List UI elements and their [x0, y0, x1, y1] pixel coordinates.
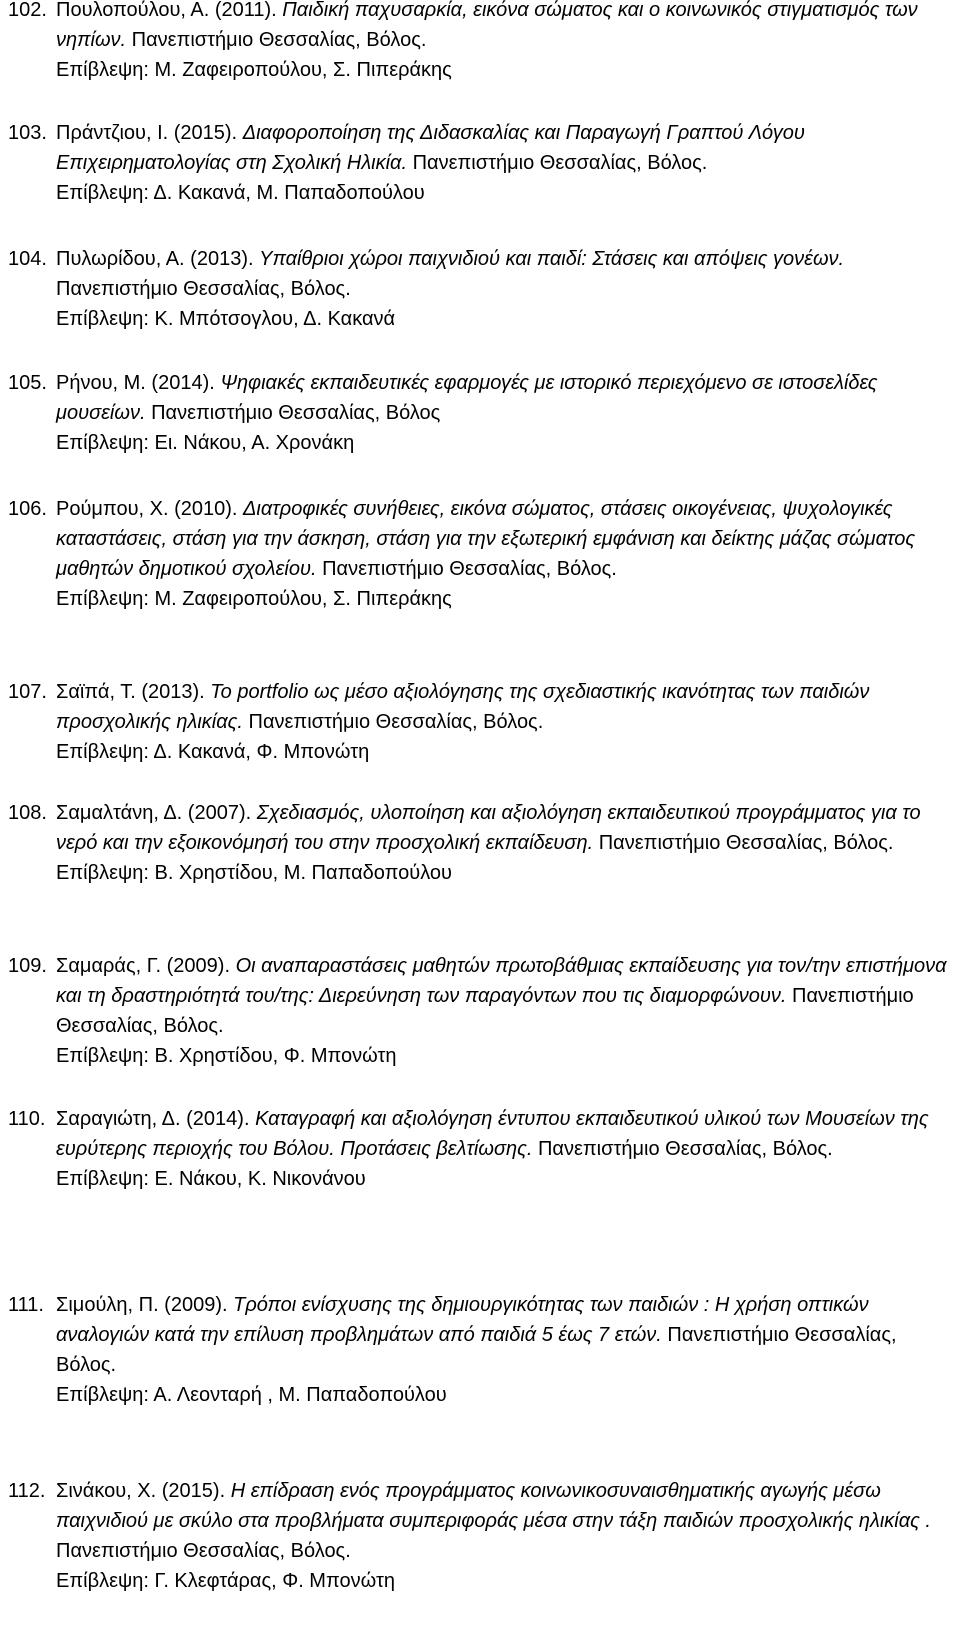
entry-author: Πυλωρίδου, Α. (2013).	[56, 248, 254, 270]
reference-entry-107	[8, 677, 950, 767]
entry-supervision: Επίβλεψη: Γ. Κλεφτάρας, Φ. Μπονώτη	[56, 1570, 395, 1592]
entry-author: Πουλοπούλου, Α. (2011).	[56, 0, 277, 21]
entry-number: 108.	[8, 802, 47, 824]
reference-entry-112	[8, 1476, 950, 1596]
entry-author: Σαϊπά, Τ. (2013).	[56, 681, 205, 703]
entry-author: Ρήνου, Μ. (2014).	[56, 372, 215, 394]
entry-author: Σινάκου, Χ. (2015).	[56, 1480, 226, 1502]
entry-institution: Πανεπιστήμιο Θεσσαλίας, Βόλος.	[537, 1138, 833, 1160]
entry-supervision: Επίβλεψη: Β. Χρηστίδου, Μ. Παπαδοπούλου	[56, 862, 452, 884]
entry-title: Καταγραφή και αξιολόγηση έντυπου εκπαιδευτικού υλικού των Μουσείων της ευρύτερης περιοχής του Βόλου. Προτάσεις βελτίωσης.	[56, 1108, 929, 1160]
entry-author: Σαμαράς, Γ. (2009).	[56, 955, 231, 977]
entry-supervision: Επίβλεψη: Μ. Ζαφειροπούλου, Σ. Πιπεράκης	[56, 59, 452, 81]
entry-title: Διαφοροποίηση της Διδασκαλίας και Παραγωγή Γραπτού Λόγου Επιχειρηματολογίας στη Σχολική Ηλικία.	[56, 122, 805, 174]
entry-supervision: Επίβλεψη: Β. Χρηστίδου, Φ. Μπονώτη	[56, 1045, 397, 1067]
entry-supervision: Επίβλεψη: Δ. Κακανά, Φ. Μπονώτη	[56, 741, 370, 763]
entry-supervision: Επίβλεψη: Α. Λεονταρή , Μ. Παπαδοπούλου	[56, 1384, 447, 1406]
entry-institution: Πανεπιστήμιο Θεσσαλίας, Βόλος.	[56, 1324, 897, 1376]
entry-institution: Πανεπιστήμιο Θεσσαλίας, Βόλος.	[248, 711, 544, 733]
entry-author: Ρούμπου, Χ. (2010).	[56, 498, 238, 520]
reference-entry-108	[8, 798, 950, 888]
reference-entry-105	[8, 368, 950, 458]
entry-number: 111.	[8, 1294, 44, 1316]
entry-number: 103.	[8, 122, 47, 144]
entry-title: Διατροφικές συνήθειες, εικόνα σώματος, στάσεις οικογένειας, ψυχολογικές καταστάσεις, στάση για την άσκηση, στάση για την εξωτερική εμφάνιση και δείκτης μάζας σώματος μαθητών δημοτικού σχολείου.	[56, 498, 916, 580]
reference-entry-103	[8, 118, 950, 208]
entry-supervision: Επίβλεψη: Ε. Νάκου, Κ. Νικονάνου	[56, 1168, 366, 1190]
entry-supervision: Επίβλεψη: Μ. Ζαφειροπούλου, Σ. Πιπεράκης	[56, 588, 452, 610]
reference-entry-102	[8, 0, 950, 85]
entry-title: Η επίδραση ενός προγράμματος κοινωνικοσυναισθηματικής αγωγής μέσω παιχνιδιού με σκύλο στα προβλήματα συμπεριφοράς μέσα στην τάξη παιδιών προσχολικής ηλικίας .	[56, 1480, 931, 1532]
entry-institution: Πανεπιστήμιο Θεσσαλίας, Βόλος.	[56, 1540, 351, 1562]
entry-supervision: Επίβλεψη: Δ. Κακανά, Μ. Παπαδοπούλου	[56, 182, 425, 204]
entry-institution: Πανεπιστήμιο Θεσσαλίας, Βόλος.	[131, 29, 427, 51]
entry-supervision: Επίβλεψη: Κ. Μπότσογλου, Δ. Κακανά	[56, 308, 396, 330]
reference-entry-110	[8, 1104, 950, 1194]
reference-entry-104	[8, 244, 950, 334]
entry-author: Σαμαλτάνη, Δ. (2007).	[56, 802, 252, 824]
reference-entry-106	[8, 494, 950, 614]
entry-title: Παιδική παχυσαρκία, εικόνα σώματος και ο κοινωνικός στιγματισμός των νηπίων.	[56, 0, 918, 51]
entry-institution: Πανεπιστήμιο Θεσσαλίας, Βόλος.	[412, 152, 708, 174]
entry-institution: Πανεπιστήμιο Θεσσαλίας, Βόλος.	[598, 832, 894, 854]
reference-entry-111	[8, 1290, 950, 1410]
entry-number: 104.	[8, 248, 47, 270]
entry-title: Υπαίθριοι χώροι παιχνιδιού και παιδί: Στάσεις και απόψεις γονέων.	[259, 248, 845, 270]
entry-title: Το portfolio ως μέσο αξιολόγησης της σχεδιαστικής ικανότητας των παιδιών προσχολικής ηλικίας.	[56, 681, 870, 733]
entry-number: 107.	[8, 681, 47, 703]
entry-number: 109.	[8, 955, 47, 977]
entry-title: Οι αναπαραστάσεις μαθητών πρωτοβάθμιας εκπαίδευσης για τον/την επιστήμονα και τη δραστηριότητά του/της: Διερεύνηση των παραγόντων που τις διαμορφώνουν.	[56, 955, 947, 1007]
entry-institution: Πανεπιστήμιο Θεσσαλίας, Βόλος	[151, 402, 441, 424]
entry-number: 102.	[8, 0, 47, 21]
entry-title: Ψηφιακές εκπαιδευτικές εφαρμογές με ιστορικό περιεχόμενο σε ιστοσελίδες μουσείων.	[56, 372, 878, 424]
entry-institution: Πανεπιστήμιο Θεσσαλίας, Βόλος.	[322, 558, 617, 580]
entry-number: 105.	[8, 372, 47, 394]
entry-supervision: Επίβλεψη: Ει. Νάκου, Α. Χρονάκη	[56, 432, 355, 454]
entry-title: Σχεδιασμός, υλοποίηση και αξιολόγηση εκπαιδευτικού προγράμματος για το νερό και την εξοικονόμησή του στην προσχολική εκπαίδευση.	[56, 802, 921, 854]
reference-entry-109	[8, 951, 950, 1071]
entry-author: Σαραγιώτη, Δ. (2014).	[56, 1108, 250, 1130]
entry-number: 106.	[8, 498, 47, 520]
entry-author: Πράντζιου, Ι. (2015).	[56, 122, 238, 144]
entry-institution: Πανεπιστήμιο Θεσσαλίας, Βόλος.	[56, 278, 351, 300]
entry-title: Τρόποι ενίσχυσης της δημιουργικότητας των παιδιών : Η χρήση οπτικών αναλογιών κατά την επίλυση προβλημάτων από παιδιά 5 έως 7 ετών.	[56, 1294, 869, 1346]
entry-number: 110.	[8, 1108, 46, 1130]
entry-number: 112.	[8, 1480, 46, 1502]
entry-author: Σιμούλη, Π. (2009).	[56, 1294, 228, 1316]
entry-institution: Πανεπιστήμιο Θεσσαλίας, Βόλος.	[56, 985, 914, 1037]
